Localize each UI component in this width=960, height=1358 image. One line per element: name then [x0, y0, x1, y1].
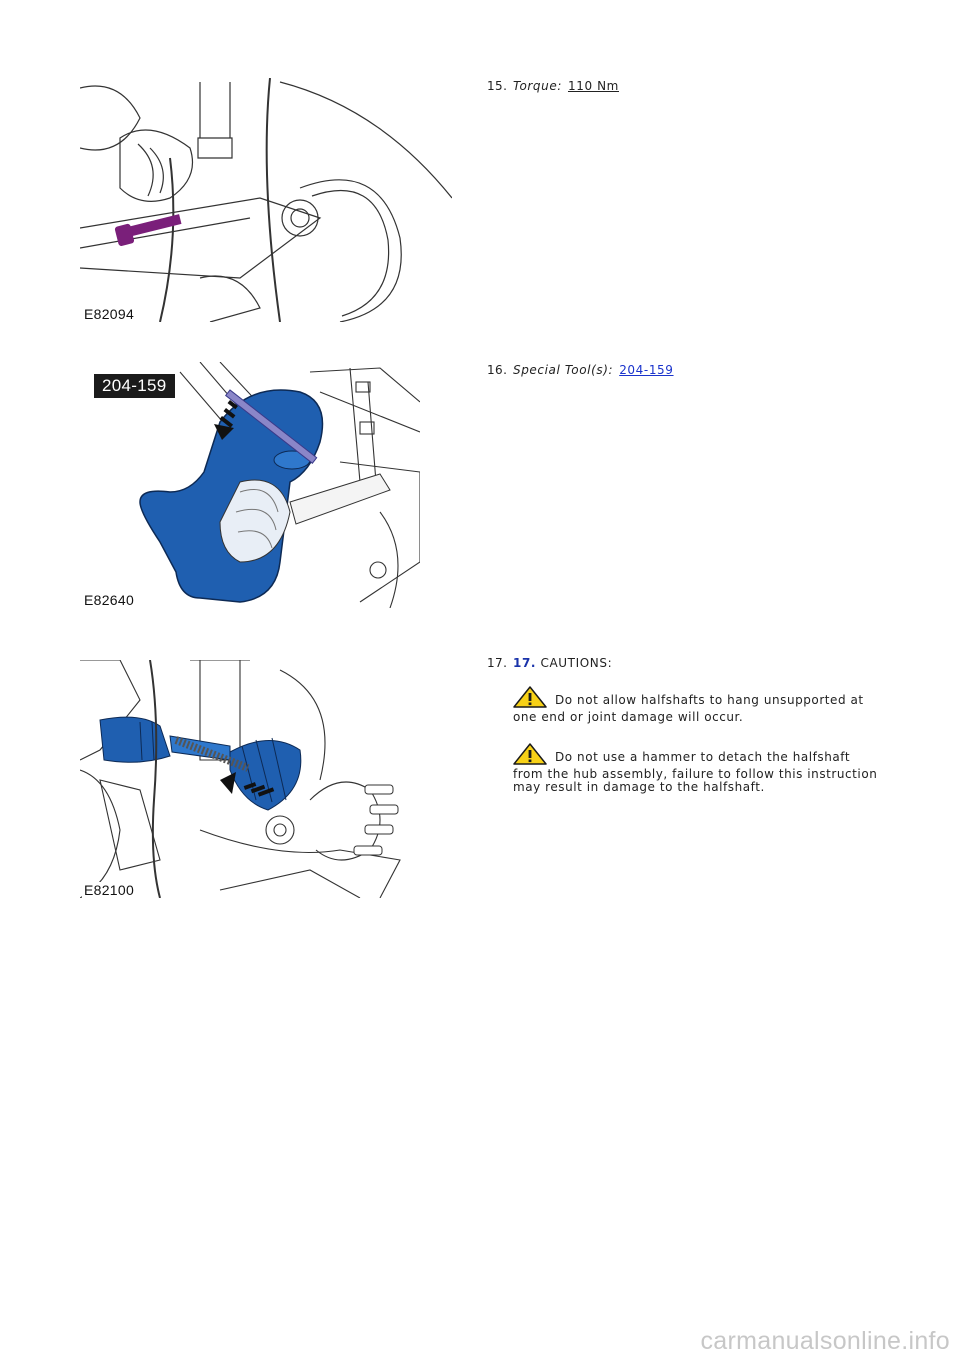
figure-e82640 — [80, 362, 420, 608]
warning-icon — [513, 743, 547, 768]
caution-line: one end or joint damage will occur. — [513, 710, 744, 724]
figure-label: E82640 — [84, 592, 135, 608]
step-number: 15. — [487, 79, 508, 93]
warning-icon — [513, 686, 547, 711]
figure-label: E82100 — [84, 882, 135, 898]
halfshaft-illustration — [80, 660, 410, 898]
caution-line: from the hub assembly, failure to follow this instruction — [513, 767, 878, 781]
tool-number-tag: 204-159 — [94, 374, 175, 398]
figure-label: E82094 — [84, 306, 135, 322]
cautions-heading — [513, 656, 612, 670]
torque-spec — [513, 79, 619, 93]
caution-line: Do not allow halfshafts to hang unsupported at — [555, 693, 864, 707]
figure-e82094 — [80, 78, 452, 322]
suspension-illustration — [80, 78, 452, 322]
step-number: 16. — [487, 363, 508, 377]
watermark: carmanualsonline.info — [700, 1327, 950, 1355]
caution-item — [513, 743, 913, 794]
torque-value: 110 Nm — [567, 79, 619, 93]
special-tool-label: Special Tool(s): — [513, 363, 614, 377]
figure-e82100 — [80, 660, 410, 898]
cautions-label: CAUTIONS: — [540, 656, 613, 670]
caution-item — [513, 686, 913, 724]
caution-line: may result in damage to the halfshaft. — [513, 780, 765, 794]
torque-label: Torque: — [513, 79, 562, 93]
knuckle-illustration — [80, 362, 420, 608]
special-tool-spec — [513, 363, 674, 377]
step-number: 17. — [487, 656, 508, 670]
bold-step-number: 17. — [513, 656, 537, 670]
caution-line: Do not use a hammer to detach the halfshaft — [555, 750, 851, 764]
special-tool-link[interactable]: 204-159 — [619, 363, 674, 377]
